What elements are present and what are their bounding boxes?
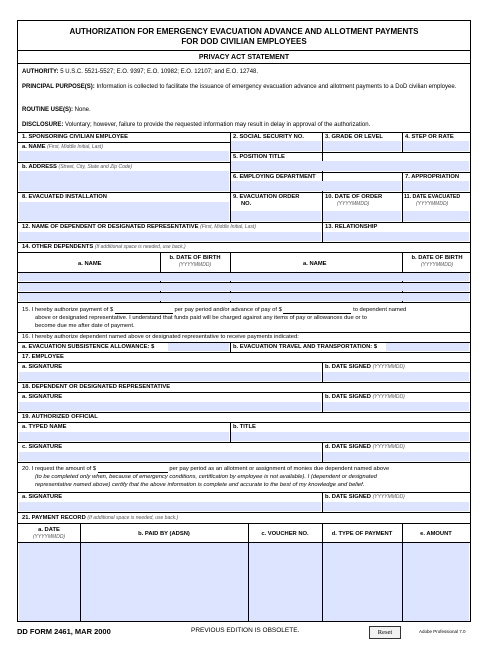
dependent-b-dob-text: b. DATE OF BIRTH bbox=[411, 255, 463, 261]
amount-header: e. AMOUNT bbox=[420, 531, 452, 537]
name-label bbox=[22, 144, 103, 151]
privacy-act-heading: PRIVACY ACT STATEMENT bbox=[198, 54, 290, 61]
dependent-rep-date-label bbox=[325, 394, 405, 401]
appropriation-label: 7. APPROPRIATION bbox=[405, 174, 460, 180]
dependent-a-dob-hint: (YYYYMMDD) bbox=[178, 262, 212, 268]
typed-name-label: a. TYPED NAME bbox=[22, 424, 67, 430]
payment-type-header: d. TYPE OF PAYMENT bbox=[331, 531, 393, 537]
ssn-label: 2. SOCIAL SECURITY NO. bbox=[233, 134, 304, 140]
authorize-payment-pre: 15. I hereby authorize payment of bbox=[22, 307, 109, 313]
employee-date-field[interactable] bbox=[323, 372, 469, 381]
date-of-order-label-text: 10. DATE OF ORDER bbox=[325, 194, 383, 200]
payment-date-text: a. DATE bbox=[38, 527, 60, 533]
request-amount-pre: 20. I request the amount of bbox=[22, 466, 92, 472]
travel-transport-label bbox=[233, 344, 377, 351]
name-label-text: a. NAME bbox=[22, 144, 46, 150]
dd-form-2461 bbox=[17, 20, 471, 622]
dependent-rep-date-text: b. DATE SIGNED bbox=[325, 394, 371, 400]
dependent-a-dob-text: b. DATE OF BIRTH bbox=[169, 255, 221, 261]
authorize-dependent-statement: 16. I hereby authorize dependent named above or designated representative to receive payments indicated: bbox=[22, 334, 299, 340]
form-number: DD FORM 2461, MAR 2000 bbox=[17, 627, 111, 636]
dependent-row-3[interactable] bbox=[19, 293, 469, 301]
evacuation-order-label-line1: 9. EVACUATION ORDER bbox=[233, 194, 300, 200]
routine-use-statement bbox=[22, 106, 467, 114]
position-title-label: 5. POSITION TITLE bbox=[233, 154, 285, 160]
disclosure-label: DISCLOSURE: bbox=[22, 122, 64, 128]
travel-transport-text: b. EVACUATION TRAVEL AND TRANSPORTATION: bbox=[233, 344, 373, 350]
disclosure-text: Voluntary; however, failure to provide the requested information may result in delay in approval of the authorization. bbox=[65, 122, 371, 128]
subsistence-dollar: $ bbox=[151, 344, 155, 350]
routine-text: None. bbox=[74, 107, 91, 113]
dependent-rep-signature-label: a. SIGNATURE bbox=[22, 394, 63, 400]
authorized-official-label: 19. AUTHORIZED OFFICIAL bbox=[22, 414, 98, 420]
other-dependents-label bbox=[22, 244, 186, 251]
dependent-b-dob-header bbox=[404, 255, 470, 269]
dependent-row-2[interactable] bbox=[19, 283, 469, 291]
dependent-row-1[interactable] bbox=[19, 273, 469, 281]
paid-by-header: b. PAID BY (ADSN) bbox=[138, 531, 190, 537]
employee-signature-label: a. SIGNATURE bbox=[22, 364, 63, 370]
purpose-label: PRINCIPAL PURPOSE(S): bbox=[22, 84, 95, 90]
address-label bbox=[22, 164, 132, 171]
official-date-hint: (YYYYMMDD) bbox=[372, 444, 405, 450]
date-evacuated-label-text: 11. DATE EVACUATED bbox=[404, 194, 461, 200]
requester-signature-label: a. SIGNATURE bbox=[22, 494, 63, 500]
authorize-payment-post: to dependent named bbox=[353, 307, 407, 313]
evacuation-order-field[interactable] bbox=[231, 211, 321, 221]
payment-record-hint: (If additional space is needed, use back.) bbox=[87, 515, 179, 521]
purpose-text: Information is collected to facilitate the issuance of emergency evacuation advance and allotment payments to a DoD civilian employee. bbox=[96, 84, 457, 90]
evacuation-order-label bbox=[233, 194, 299, 208]
requester-date-hint: (YYYYMMDD) bbox=[372, 494, 405, 500]
form-title-line1: AUTHORIZATION FOR EMERGENCY EVACUATION ADVANCE AND ALLOTMENT PAYMENTS bbox=[69, 27, 419, 36]
subsistence-allowance-field[interactable] bbox=[168, 343, 229, 351]
authority-statement bbox=[22, 68, 467, 76]
employee-date-label bbox=[325, 364, 405, 371]
payment-date-hint: (YYYYMMDD) bbox=[32, 534, 66, 540]
grade-label: 3. GRADE OR LEVEL bbox=[325, 134, 383, 140]
dependent-name-field[interactable] bbox=[19, 232, 321, 241]
appropriation-field[interactable] bbox=[403, 181, 469, 191]
dollar-sign: $ bbox=[110, 307, 114, 313]
dependent-b-dob-hint: (YYYYMMDD) bbox=[420, 262, 454, 268]
step-label: 4. STEP OR RATE bbox=[405, 134, 454, 140]
advance-amount-field[interactable] bbox=[283, 306, 351, 314]
payment-date-header bbox=[20, 527, 78, 541]
form-title-line2: FOR DOD CIVILIAN EMPLOYEES bbox=[181, 37, 307, 46]
date-of-order-field[interactable] bbox=[323, 211, 401, 221]
date-of-order-hint: (YYYYMMDD) bbox=[337, 201, 370, 207]
authorize-payment-statement bbox=[22, 306, 406, 314]
authority-text: 5 U.S.C. 5521-5527; E.O. 9397; E.O. 10982; E.O. 12107; and E.O. 12748. bbox=[60, 69, 259, 75]
evacuated-installation-field[interactable] bbox=[19, 202, 229, 221]
dependent-rep-date-field[interactable] bbox=[323, 402, 469, 411]
dependent-rep-date-hint: (YYYYMMDD) bbox=[372, 394, 405, 400]
employee-section-label: 17. EMPLOYEE bbox=[22, 354, 64, 360]
requester-date-text: b. DATE SIGNED bbox=[325, 494, 371, 500]
typed-name-field[interactable] bbox=[19, 432, 229, 441]
position-title-field[interactable] bbox=[231, 161, 469, 171]
dependent-b-name-header: a. NAME bbox=[303, 261, 327, 267]
relationship-label: 13. RELATIONSHIP bbox=[325, 224, 378, 230]
request-amount-statement bbox=[22, 465, 389, 473]
request-amount-line2: (to be completed only when, because of emergency conditions, certification by employee is not available). I (dependent or designated bbox=[35, 474, 377, 480]
official-title-field[interactable] bbox=[231, 432, 469, 441]
voucher-no-header: c. VOUCHER NO. bbox=[261, 531, 309, 537]
official-date-label bbox=[325, 444, 405, 451]
date-of-order-label bbox=[325, 194, 382, 208]
requester-signature-field[interactable] bbox=[19, 502, 321, 511]
pay-period-amount-field[interactable] bbox=[115, 306, 173, 314]
dependent-rep-signature-field[interactable] bbox=[19, 402, 321, 411]
dollar-sign-2: $ bbox=[278, 307, 282, 313]
payment-record-text: 21. PAYMENT RECORD bbox=[22, 515, 86, 521]
address-hint: (Street, City, State and Zip Code) bbox=[58, 164, 133, 170]
request-amount-line3: representative named above) certify that the above information is complete and accurate to the best of my knowledge and belief. bbox=[35, 482, 365, 488]
address-label-text: b. ADDRESS bbox=[22, 164, 57, 170]
payment-record-label bbox=[22, 515, 178, 522]
authority-label: AUTHORITY: bbox=[22, 69, 59, 75]
reset-button[interactable]: Reset bbox=[369, 626, 401, 639]
employing-dept-label: 6. EMPLOYING DEPARTMENT bbox=[233, 174, 316, 180]
date-evacuated-hint: (YYYYMMDD) bbox=[416, 201, 449, 207]
evacuation-order-label-line2: NO. bbox=[241, 201, 252, 207]
relationship-field[interactable] bbox=[323, 232, 469, 241]
other-dependents-label-text: 14. OTHER DEPENDENTS bbox=[22, 244, 94, 250]
official-date-field[interactable] bbox=[323, 452, 469, 461]
edition-notice: PREVIOUS EDITION IS OBSOLETE. bbox=[191, 627, 300, 634]
employee-date-text: b. DATE SIGNED bbox=[325, 364, 371, 370]
dependent-name-label bbox=[22, 224, 256, 231]
other-dependents-hint: (If additional space is needed, use back.) bbox=[94, 244, 186, 250]
request-amount-mid: per pay period as an allotment or assignment of monies due dependent named above bbox=[169, 466, 390, 472]
software-note: Adobe Professional 7.0 bbox=[419, 629, 466, 634]
date-evacuated-label bbox=[404, 194, 460, 208]
subsistence-allowance-label bbox=[22, 344, 154, 351]
travel-dollar: $ bbox=[373, 344, 378, 350]
purpose-statement bbox=[22, 83, 467, 91]
employing-dept-field[interactable] bbox=[231, 181, 401, 191]
form-title bbox=[18, 27, 470, 47]
employee-signature-field[interactable] bbox=[19, 372, 321, 381]
name-hint: (First, Middle Initial, Last) bbox=[47, 144, 103, 150]
dependent-name-label-text: 12. NAME OF DEPENDENT OR DESIGNATED REPRESENTATIVE bbox=[22, 224, 199, 230]
authorize-payment-line3: become due me after date of payment. bbox=[35, 323, 135, 329]
official-date-text: d. DATE SIGNED bbox=[325, 444, 371, 450]
sponsoring-employee-label: 1. SPONSORING CIVILIAN EMPLOYEE bbox=[22, 134, 128, 140]
routine-label: ROUTINE USE(S): bbox=[22, 107, 73, 113]
dependent-name-hint: (First, Middle Initial, Last) bbox=[200, 224, 256, 230]
dependent-rep-section-label: 18. DEPENDENT OR DESIGNATED REPRESENTATIVE bbox=[22, 384, 171, 390]
official-signature-field[interactable] bbox=[19, 452, 321, 461]
dependent-a-name-header: a. NAME bbox=[78, 261, 102, 267]
requester-date-label bbox=[325, 494, 405, 501]
grade-field[interactable] bbox=[323, 141, 401, 151]
authorize-payment-line2: above or designated representative. I understand that funds paid will be charged against any items of pay or allowances due or to bbox=[35, 315, 367, 321]
date-evacuated-field[interactable] bbox=[403, 211, 469, 221]
official-title-label: b. TITLE bbox=[233, 424, 256, 430]
authorize-payment-mid: per pay period and/or advance of pay of bbox=[174, 307, 277, 313]
disclosure-statement bbox=[22, 121, 467, 129]
address-field[interactable] bbox=[19, 171, 229, 191]
requester-date-field[interactable] bbox=[323, 502, 469, 511]
ssn-field[interactable] bbox=[231, 141, 321, 151]
dependent-a-dob-header bbox=[162, 255, 228, 269]
travel-transport-field[interactable] bbox=[386, 343, 469, 351]
step-field[interactable] bbox=[403, 141, 469, 151]
request-amount-field[interactable] bbox=[98, 465, 168, 473]
evacuated-installation-label: 8. EVACUATED INSTALLATION bbox=[22, 194, 107, 200]
employee-name-field[interactable] bbox=[19, 151, 229, 161]
subsistence-allowance-text: a. EVACUATION SUBSISTENCE ALLOWANCE: bbox=[22, 344, 150, 350]
employee-date-hint: (YYYYMMDD) bbox=[372, 364, 405, 370]
request-dollar: $ bbox=[92, 466, 97, 472]
official-signature-label: c. SIGNATURE bbox=[22, 444, 63, 450]
